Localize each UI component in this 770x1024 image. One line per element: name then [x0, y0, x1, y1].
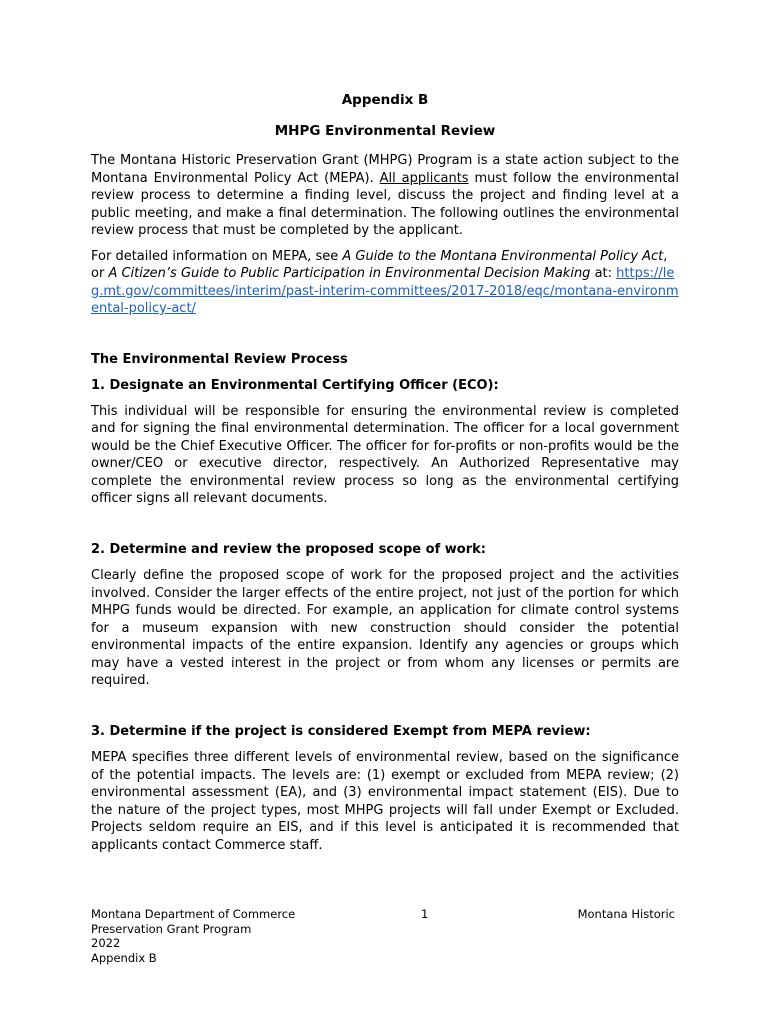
footer-line: Appendix B: [91, 950, 157, 965]
footer-line: Preservation Grant Program: [91, 921, 252, 936]
document-title: MHPG Environmental Review: [274, 123, 496, 139]
footer-right: Montana Historic: [577, 907, 675, 921]
guide-title-1: A Guide to the Montana Environmental Policy Act: [342, 248, 664, 264]
step-2-body: Clearly define the proposed scope of work for the proposed project and the activities involved. Consider the larger effects of the entire project, not just of the portion for which MHPG funds would be directed. For example, an application for climate control systems for a museum expansion with new construction should consider the potential environmental impacts of the entire expansion. Identify any agencies or groups which may have a vested interest in the project or from whom any licenses or permits are required.: [91, 568, 679, 688]
intro-text-cont: must follow the environmental review process to determine a finding level, discuss the project and finding level at a public meeting, and make a final determination. The following outlines the environmental review process that must be completed by the applicant.: [91, 170, 679, 238]
mepa-reference-paragraph: [91, 248, 679, 318]
reference-at: at:: [590, 266, 617, 281]
reference-or: , or: [91, 248, 668, 281]
appendix-title: Appendix B: [341, 92, 429, 108]
page-number: 1: [421, 907, 429, 921]
all-applicants-emphasis: All applicants: [379, 170, 469, 186]
intro-paragraph: [91, 152, 679, 240]
step-3-heading: 3. Determine if the project is considered Exempt from MEPA review:: [91, 723, 591, 739]
guide-title-2: A Citizen’s Guide to Public Participation in Environmental Decision Making: [108, 266, 591, 281]
footer-left: [91, 907, 331, 965]
footer-line: 2022: [91, 936, 121, 950]
document-page: [91, 92, 679, 854]
footer-line: Montana Department of Commerce: [91, 907, 296, 921]
mepa-link[interactable]: https://leg.mt.gov/committees/interim/past-interim-committees/2017-2018/eqc/montana-environmental-policy-act/: [91, 266, 679, 316]
step-3-body: MEPA specifies three different levels of environmental review, based on the significance of the potential impacts. The levels are: (1) exempt or excluded from MEPA review; (2) environmental assessment (EA), and (3) environmental impact statement (EIS). Due to the nature of the project types, most MHPG projects will fall under Exempt or Excluded. Projects seldom require an EIS, and if this level is anticipated it is recommended that applicants contact Commerce staff.: [91, 750, 679, 853]
step-1-body: This individual will be responsible for ensuring the environmental review is completed and for signing the final environmental determination. The officer for a local government would be the Chief Executive Officer. The officer for for-profits or non-profits would be the owner/CEO or executive director, respectively. An Authorized Representative may complete the environmental review process so long as the environmental certifying officer signs all relevant documents.: [91, 403, 679, 506]
intro-text: The Montana Historic Preservation Grant (MHPG) Program is a state action subject to the Montana Environmental Policy Act (MEPA).: [91, 153, 679, 186]
reference-text: For detailed information on MEPA, see: [91, 248, 343, 264]
step-1-heading: 1. Designate an Environmental Certifying Officer (ECO):: [91, 378, 499, 393]
section-heading: The Environmental Review Process: [91, 351, 348, 367]
step-2-heading: 2. Determine and review the proposed scope of work:: [91, 541, 486, 557]
